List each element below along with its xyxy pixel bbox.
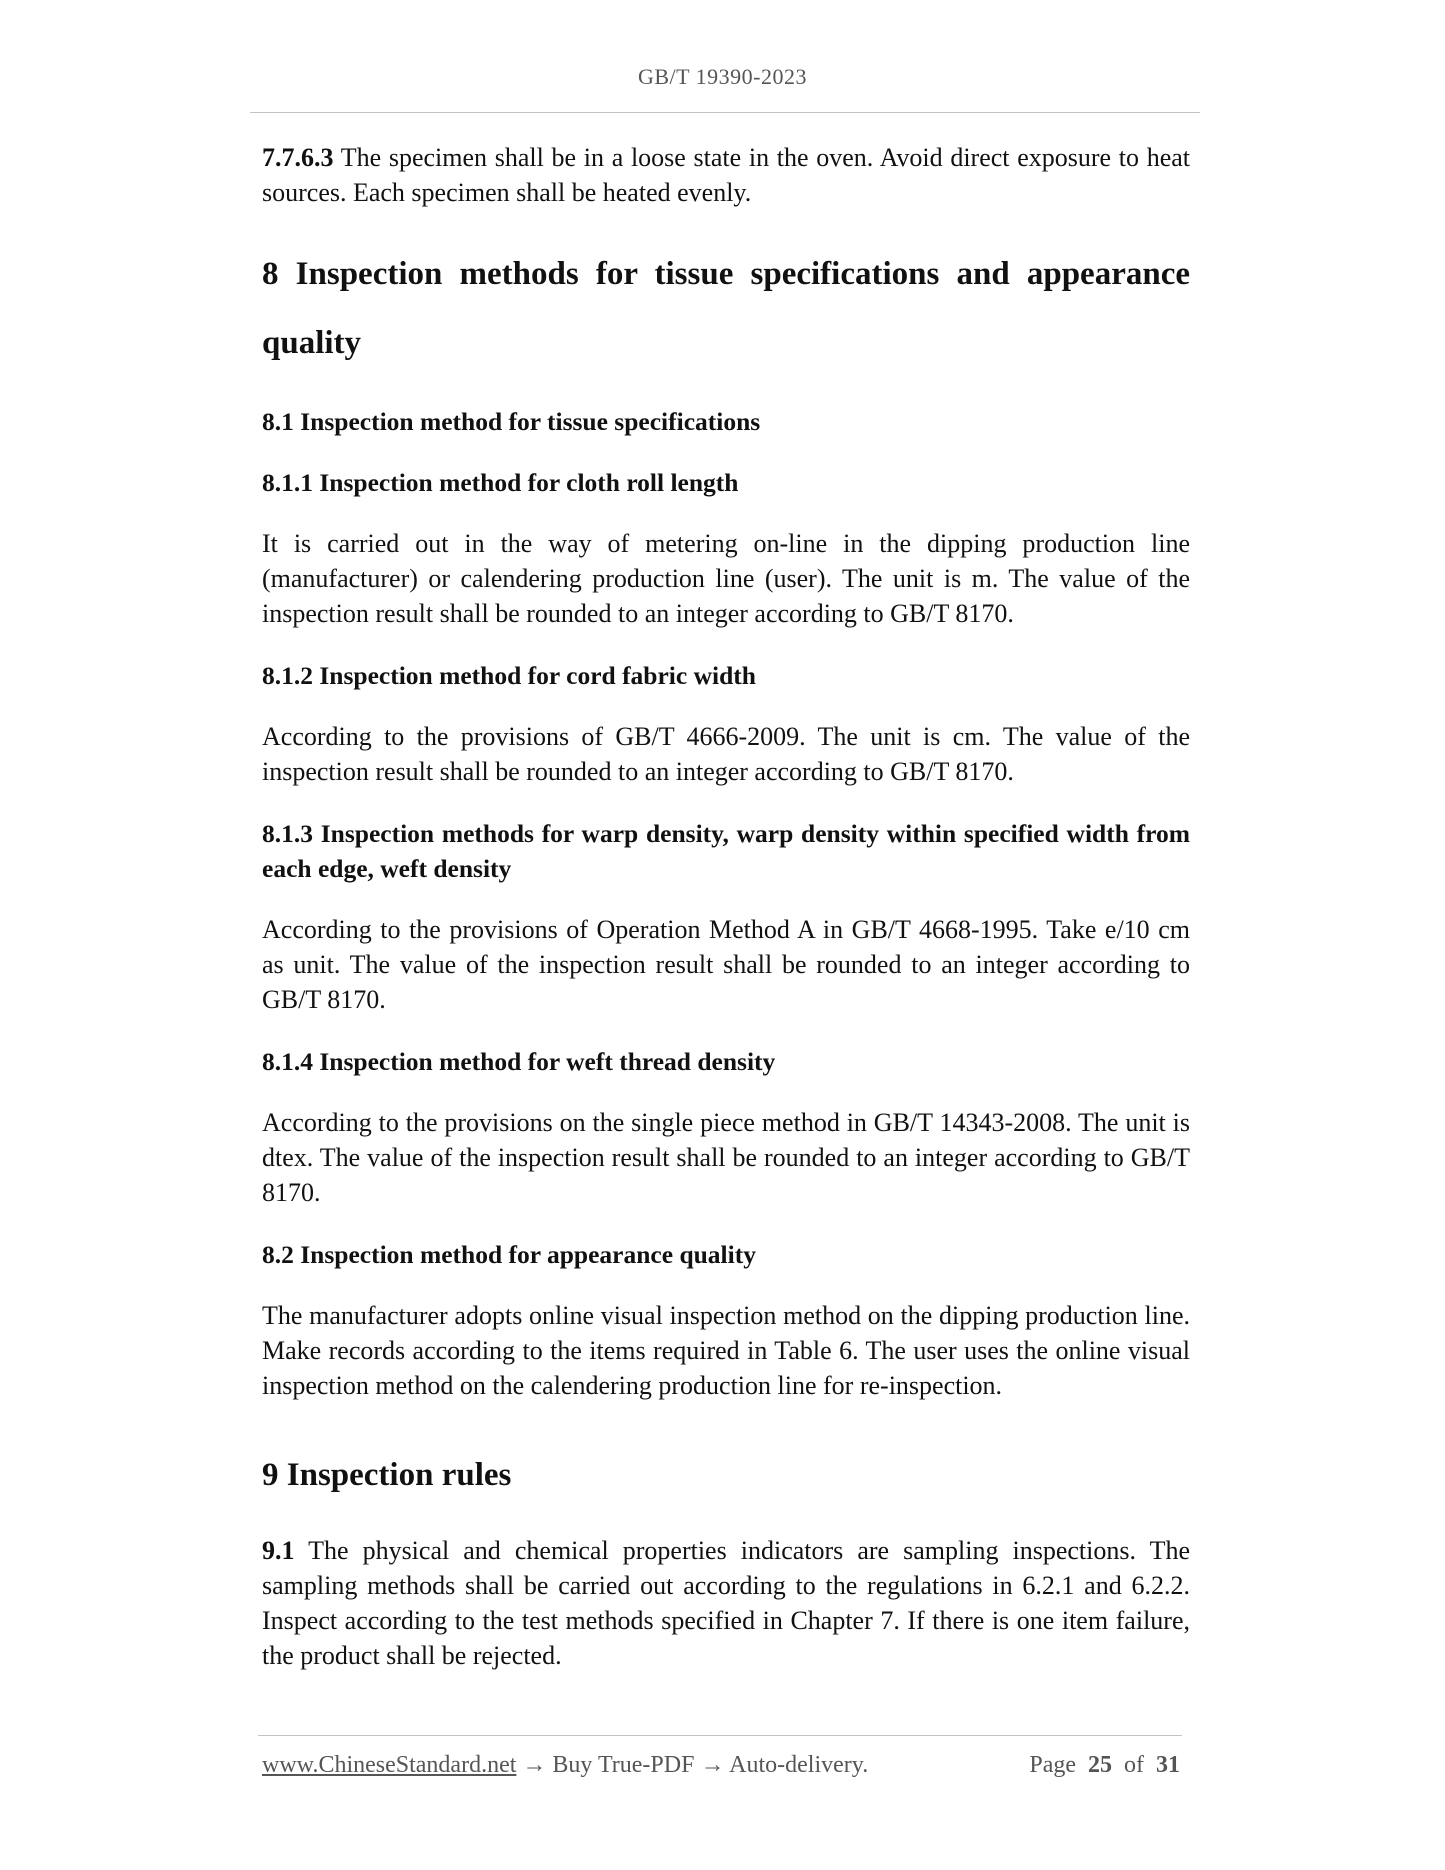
clause-number: 7.7.6.3 <box>262 143 334 172</box>
section-9-heading: 9 Inspection rules <box>262 1457 512 1493</box>
clause-text: The specimen shall be in a loose state in the oven. Avoid direct exposure to heat sources. Each specimen shall be heated evenly. <box>262 143 1190 207</box>
arrow-right-icon: → <box>700 1752 725 1778</box>
buy-true-pdf-link[interactable]: Buy True-PDF <box>552 1752 695 1778</box>
section-8-1-1-heading: 8.1.1 Inspection method for cloth roll length <box>262 468 739 497</box>
section-8-1-2-text: According to the provisions of GB/T 4666-2009. The unit is cm. The value of the inspection result shall be rounded to an integer according to GB/T 8170. <box>262 722 1190 786</box>
clause-7-7-6-3 <box>262 140 1190 210</box>
section-8-heading: 8 Inspection methods for tissue specifications and appearance quality <box>262 256 1190 361</box>
section-8-1-3-heading: 8.1.3 Inspection methods for warp density, warp density within specified width from each edge, weft density <box>262 819 1190 883</box>
site-link[interactable]: www.ChineseStandard.net <box>262 1752 517 1778</box>
header-divider <box>250 112 1200 113</box>
clause-number: 9.1 <box>262 1536 295 1565</box>
section-8-1-2-heading: 8.1.2 Inspection method for cord fabric width <box>262 661 756 690</box>
section-8-1-1-text: It is carried out in the way of metering on-line in the dipping production line (manufacturer) or calendering production line (user). The unit is m. The value of the inspection result shall be rounded to an integer according to GB/T 8170. <box>262 529 1190 628</box>
running-header-doc-id: GB/T 19390-2023 <box>637 64 808 89</box>
arrow-right-icon: → <box>522 1752 547 1778</box>
auto-delivery-text: Auto-delivery. <box>729 1752 869 1778</box>
clause-9-1 <box>262 1533 1190 1673</box>
total-pages: 31 <box>1156 1752 1180 1778</box>
section-8-1-3-text: According to the provisions of Operation Method A in GB/T 4668-1995. Take e/10 cm as unit. The value of the inspection result shall be rounded to an integer according to GB/T 8170. <box>262 915 1190 1014</box>
clause-text: The physical and chemical properties indicators are sampling inspections. The sampling methods shall be carried out according to the regulations in 6.2.1 and 6.2.2. Inspect according to the test methods specified in Chapter 7. If there is one item failure, the product shall be rejected. <box>262 1536 1191 1670</box>
section-8-2-text: The manufacturer adopts online visual inspection method on the dipping production line. Make records according to the items required in Table 6. The user uses the online visual inspection method on the calendering production line for re-inspection. <box>262 1301 1190 1400</box>
of-label: of <box>1124 1752 1144 1778</box>
section-8-1-heading: 8.1 Inspection method for tissue specifications <box>262 407 761 436</box>
section-8-1-4-heading: 8.1.4 Inspection method for weft thread density <box>262 1047 776 1076</box>
footer-divider <box>258 1735 1182 1736</box>
page-body <box>262 140 1190 1700</box>
page-footer <box>262 1752 1182 1786</box>
current-page: 25 <box>1088 1752 1112 1778</box>
section-8-1-4-text: According to the provisions on the single piece method in GB/T 14343-2008. The unit is dtex. The value of the inspection result shall be rounded to an integer according to GB/T 8170. <box>262 1108 1190 1207</box>
footer-promo <box>262 1752 868 1779</box>
section-8-2-heading: 8.2 Inspection method for appearance quality <box>262 1240 756 1269</box>
page-label: Page <box>1029 1752 1076 1778</box>
page-number <box>1029 1752 1180 1779</box>
